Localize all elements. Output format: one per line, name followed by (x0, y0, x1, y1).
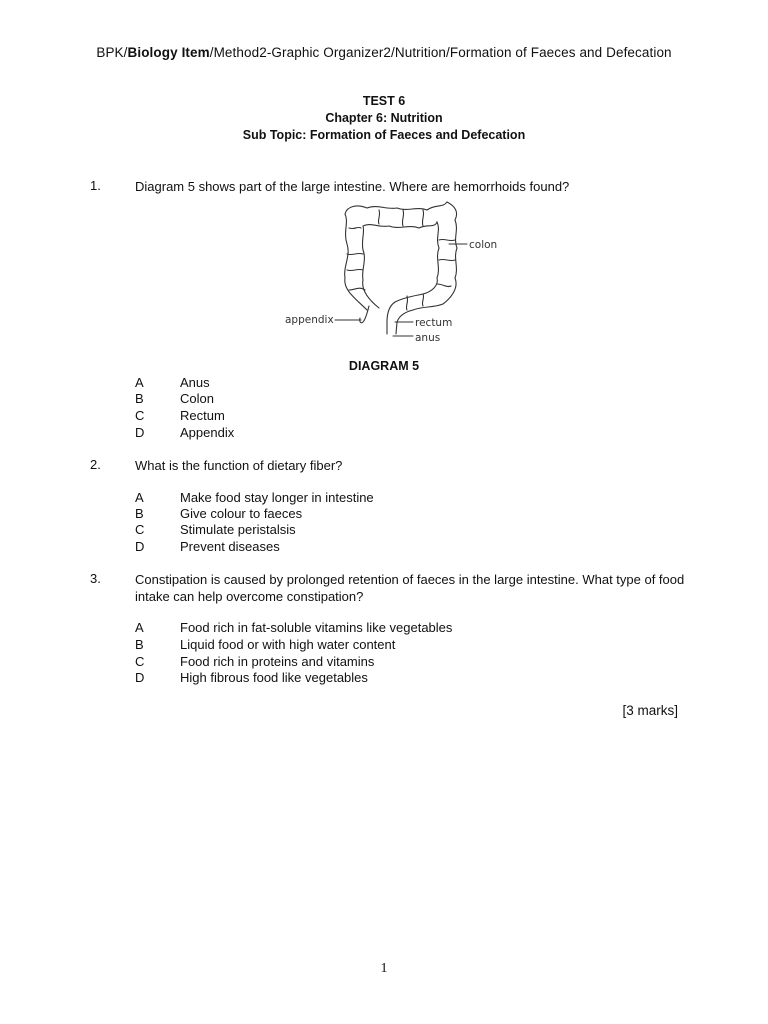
option-letter: D (135, 670, 145, 685)
option-letter: B (135, 506, 144, 521)
option-text: Food rich in fat-soluble vitamins like vegetables (180, 620, 453, 635)
label-colon: colon (469, 239, 498, 251)
option-letter: A (135, 620, 144, 635)
header-suffix: /Method2-Graphic Organizer2/Nutrition/Formation of Faeces and Defecation (209, 45, 672, 60)
question-1-number: 1. (90, 178, 101, 193)
option-text: Anus (180, 375, 210, 390)
option-text: High fibrous food like vegetables (180, 670, 368, 685)
page-header (0, 45, 768, 60)
option-letter: C (135, 408, 145, 423)
test-title: TEST 6 (362, 94, 406, 108)
chapter-title: Chapter 6: Nutrition (325, 111, 443, 125)
option-text: Colon (180, 391, 214, 406)
option-letter: A (135, 490, 144, 505)
haustra-right (437, 239, 455, 286)
question-3-number: 3. (90, 571, 101, 586)
question-3-text: Constipation is caused by prolonged retention of faeces in the large intestine. What type of food intake can help overcome constipation? (135, 572, 685, 604)
title-block (0, 93, 768, 144)
option-letter: D (135, 539, 145, 554)
question-2-number: 2. (90, 457, 101, 472)
option-text: Appendix (180, 425, 235, 440)
option-letter: A (135, 375, 144, 390)
diagram-caption: DIAGRAM 5 (348, 359, 420, 373)
option-letter: C (135, 654, 145, 669)
option-text: Make food stay longer in intestine (180, 490, 374, 505)
option-text: Stimulate peristalsis (180, 522, 296, 537)
option-letter: D (135, 425, 145, 440)
label-anus: anus (415, 332, 441, 344)
option-text: Rectum (180, 408, 225, 423)
large-intestine-diagram (283, 198, 503, 348)
option-letter: C (135, 522, 145, 537)
header-prefix: BPK/ (96, 45, 128, 60)
subtopic-title: Sub Topic: Formation of Faeces and Defecation (242, 128, 526, 142)
option-letter: B (135, 391, 144, 406)
marks-total: [3 marks] (622, 703, 678, 718)
page-number: 1 (380, 961, 388, 976)
option-text: Food rich in proteins and vitamins (180, 654, 375, 669)
header-bold: Biology Item (127, 45, 210, 60)
option-text: Give colour to faeces (180, 506, 303, 521)
option-text: Prevent diseases (180, 539, 280, 554)
question-2-text: What is the function of dietary fiber? (135, 458, 343, 473)
option-text: Liquid food or with high water content (180, 637, 396, 652)
label-rectum: rectum (415, 317, 453, 329)
option-letter: B (135, 637, 144, 652)
question-1-text: Diagram 5 shows part of the large intestine. Where are hemorrhoids found? (135, 179, 570, 194)
label-appendix: appendix (285, 314, 334, 326)
haustra-left (347, 227, 365, 290)
colon-outline-outer (345, 202, 457, 334)
haustra-top (378, 210, 423, 226)
